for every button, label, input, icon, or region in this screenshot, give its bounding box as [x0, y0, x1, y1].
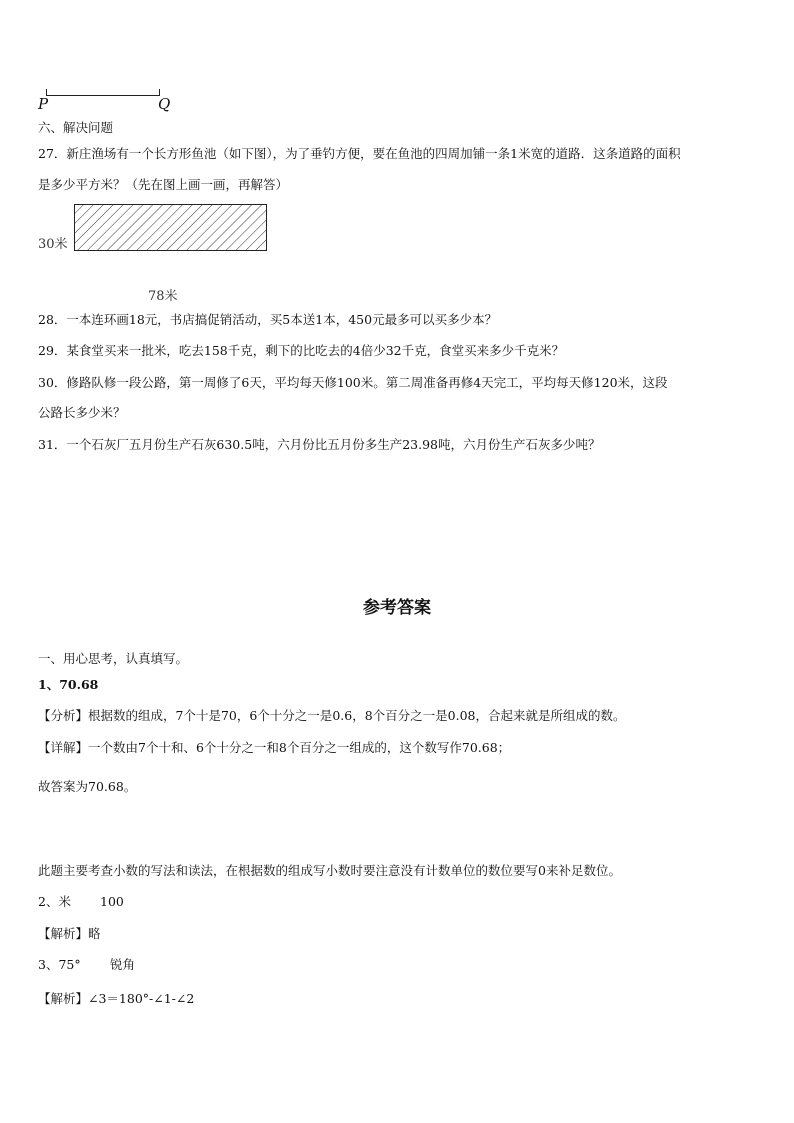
section-heading: 六、解决问题 — [38, 120, 114, 135]
answer-2-analysis: 【解析】略 — [38, 926, 101, 941]
pond-rectangle — [75, 205, 267, 251]
pond-width-label: 78米 — [148, 289, 178, 304]
question-28: 28．一本连环画18元，书店搞促销活动，买5本送1本，450元最多可以买多少本？ — [38, 312, 498, 327]
answer-1-note: 此题主要考查小数的写法和读法，在根据数的组成写小数时要注意没有计数单位的数位要写0来补足数位。 — [38, 863, 621, 878]
question-30-line2: 公路长多少米？ — [38, 405, 126, 420]
point-label-q: Q — [158, 95, 171, 113]
answer-2-value: 100 — [100, 894, 124, 909]
answer-1-analysis: 【分析】根据数的组成，7个十是70，6个十分之一是0.6，8个百分之一是0.08，合起来就是所组成的数。 — [38, 708, 626, 723]
question-29: 29．某食堂买来一批米，吃去158千克，剩下的比吃去的4倍少32千克，食堂买来多少千克米？ — [38, 343, 565, 358]
answer-1-head: 1、70.68 — [38, 677, 99, 692]
answer-3-head: 3、75° — [38, 957, 81, 972]
answer-3-analysis: 【解析】∠3＝180°-∠1-∠2 — [38, 991, 195, 1006]
answer-1-detail: 【详解】一个数由7个十和、6个十分之一和8个百分之一组成的，这个数写作70.68； — [38, 740, 511, 755]
question-30-line1: 30．修路队修一段公路，第一周修了6天，平均每天修100米。第二周准备再修4天完工，平均每天修120米，这段 — [38, 375, 668, 390]
answers-section-1: 一、用心思考，认真填写。 — [38, 651, 189, 666]
segment-pq — [46, 95, 160, 96]
answer-1-conclusion: 故答案为70.68。 — [38, 779, 137, 794]
question-27-line2: 是多少平方米？（先在图上画一画，再解答） — [38, 177, 289, 192]
answer-3-value: 锐角 — [110, 957, 136, 972]
question-27-line1: 27．新庄渔场有一个长方形鱼池（如下图），为了垂钓方便，要在鱼池的四周加铺一条1米宽的道路．这条道路的面积 — [38, 146, 681, 161]
point-label-p: P — [38, 95, 49, 113]
fish-pond-figure — [74, 204, 268, 252]
answers-title: 参考答案 — [363, 598, 431, 618]
question-31: 31．一个石灰厂五月份生产石灰630.5吨，六月份比五月份多生产23.98吨，六月份生产石灰多少吨？ — [38, 437, 601, 452]
pond-height-label: 30米 — [38, 237, 68, 252]
answer-2-head: 2、米 — [38, 894, 71, 909]
